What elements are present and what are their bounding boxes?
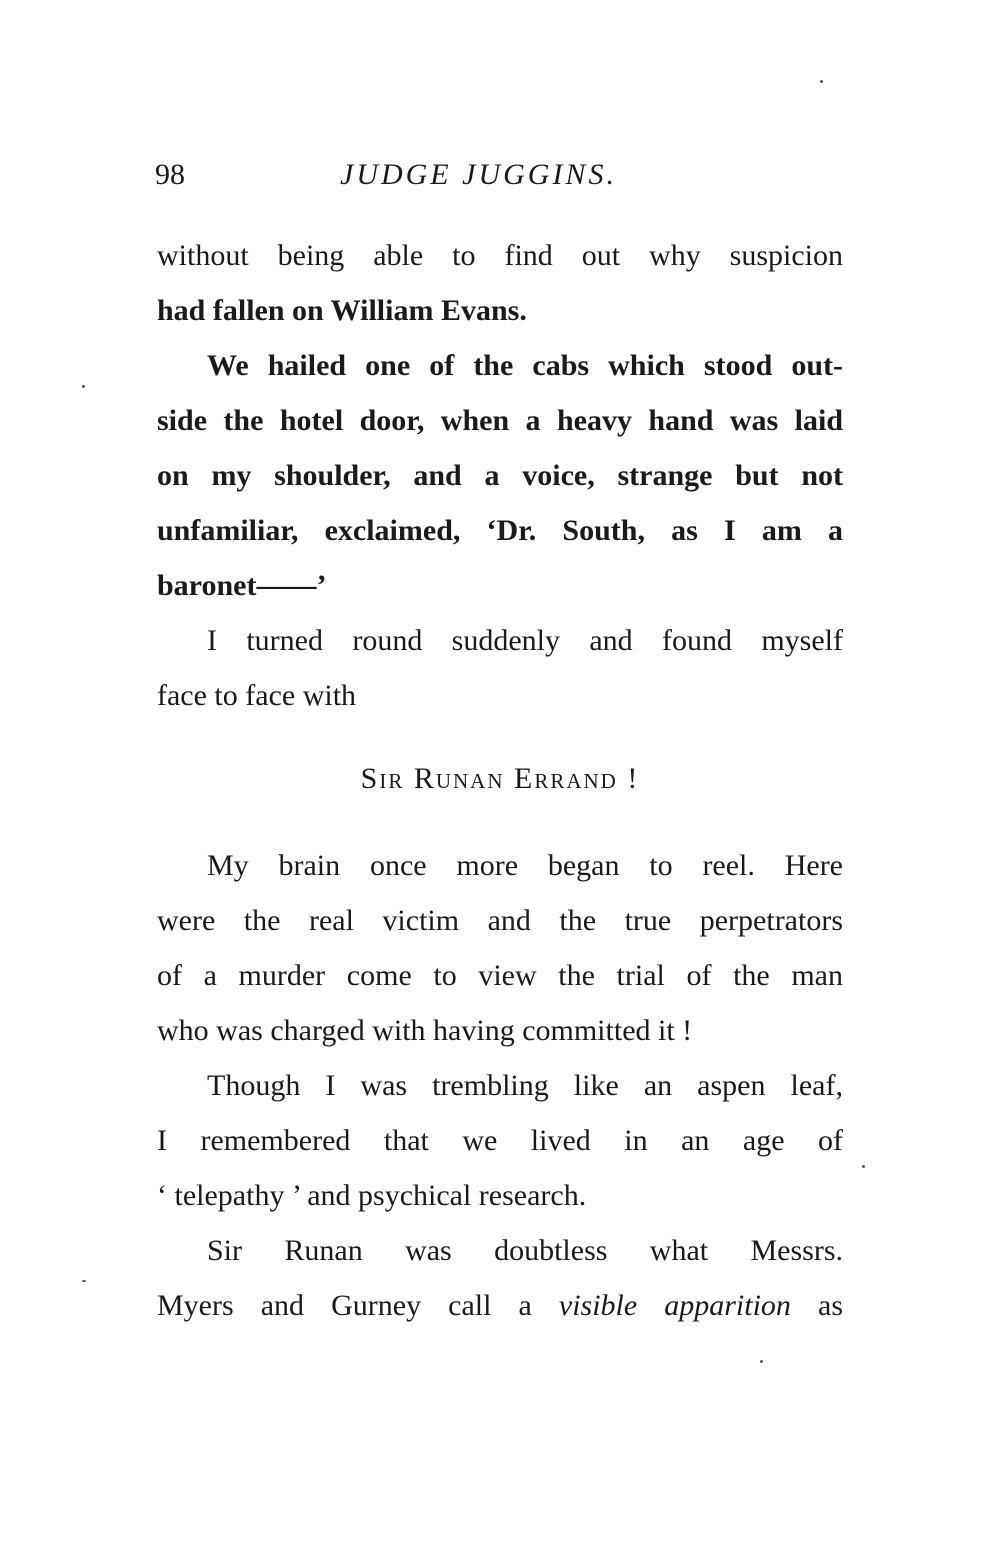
body-text <box>157 228 843 1333</box>
text-line: I remembered that we lived in an age of <box>157 1124 843 1157</box>
text-line: without being able to find out why suspicion <box>157 239 843 272</box>
section-heading: Sir Runan Errand ! <box>360 762 640 795</box>
text-line: We hailed one of the cabs which stood out- <box>207 349 843 382</box>
text-line: Though I was trembling like an aspen leaf, <box>207 1069 843 1102</box>
text-line: were the real victim and the true perpetrators <box>157 904 843 937</box>
paragraph-3 <box>157 613 843 723</box>
text-line: ‘ telepathy ’ and psychical research. <box>157 1179 587 1212</box>
page-header <box>155 158 845 198</box>
paragraph-4 <box>157 838 843 1058</box>
scan-speck <box>760 1360 763 1363</box>
text-line: side the hotel door, when a heavy hand was laid <box>157 404 843 437</box>
text-line: who was charged with having committed it ! <box>157 1014 693 1047</box>
text-run: Myers and Gurney call a <box>157 1289 559 1322</box>
text-line: of a murder come to view the trial of the man <box>157 959 843 992</box>
paragraph-2 <box>157 338 843 613</box>
text-line: unfamiliar, exclaimed, ‘Dr. South, as I am a <box>157 514 843 547</box>
scan-speck <box>862 1165 865 1168</box>
text-line: had fallen on William Evans. <box>157 294 527 327</box>
text-line: baronet——’ <box>157 569 327 602</box>
text-line: I turned round suddenly and found myself <box>207 624 843 657</box>
paragraph-6 <box>157 1223 843 1333</box>
paragraph-5 <box>157 1058 843 1223</box>
text-line-mixed <box>157 1278 843 1333</box>
text-line: on my shoulder, and a voice, strange but not <box>157 459 843 492</box>
running-title: JUDGE JUGGINS. <box>340 158 617 191</box>
paragraph-1 <box>157 228 843 338</box>
text-run: as <box>790 1289 843 1322</box>
text-line: My brain once more began to reel. Here <box>207 849 843 882</box>
italic-phrase: visible apparition <box>558 1289 791 1322</box>
text-line: Sir Runan was doubtless what Messrs. <box>207 1234 843 1267</box>
scan-speck <box>82 385 85 388</box>
scan-speck <box>820 80 823 83</box>
page-number: 98 <box>155 158 185 191</box>
scan-speck <box>82 1280 86 1282</box>
text-line: face to face with <box>157 679 357 712</box>
